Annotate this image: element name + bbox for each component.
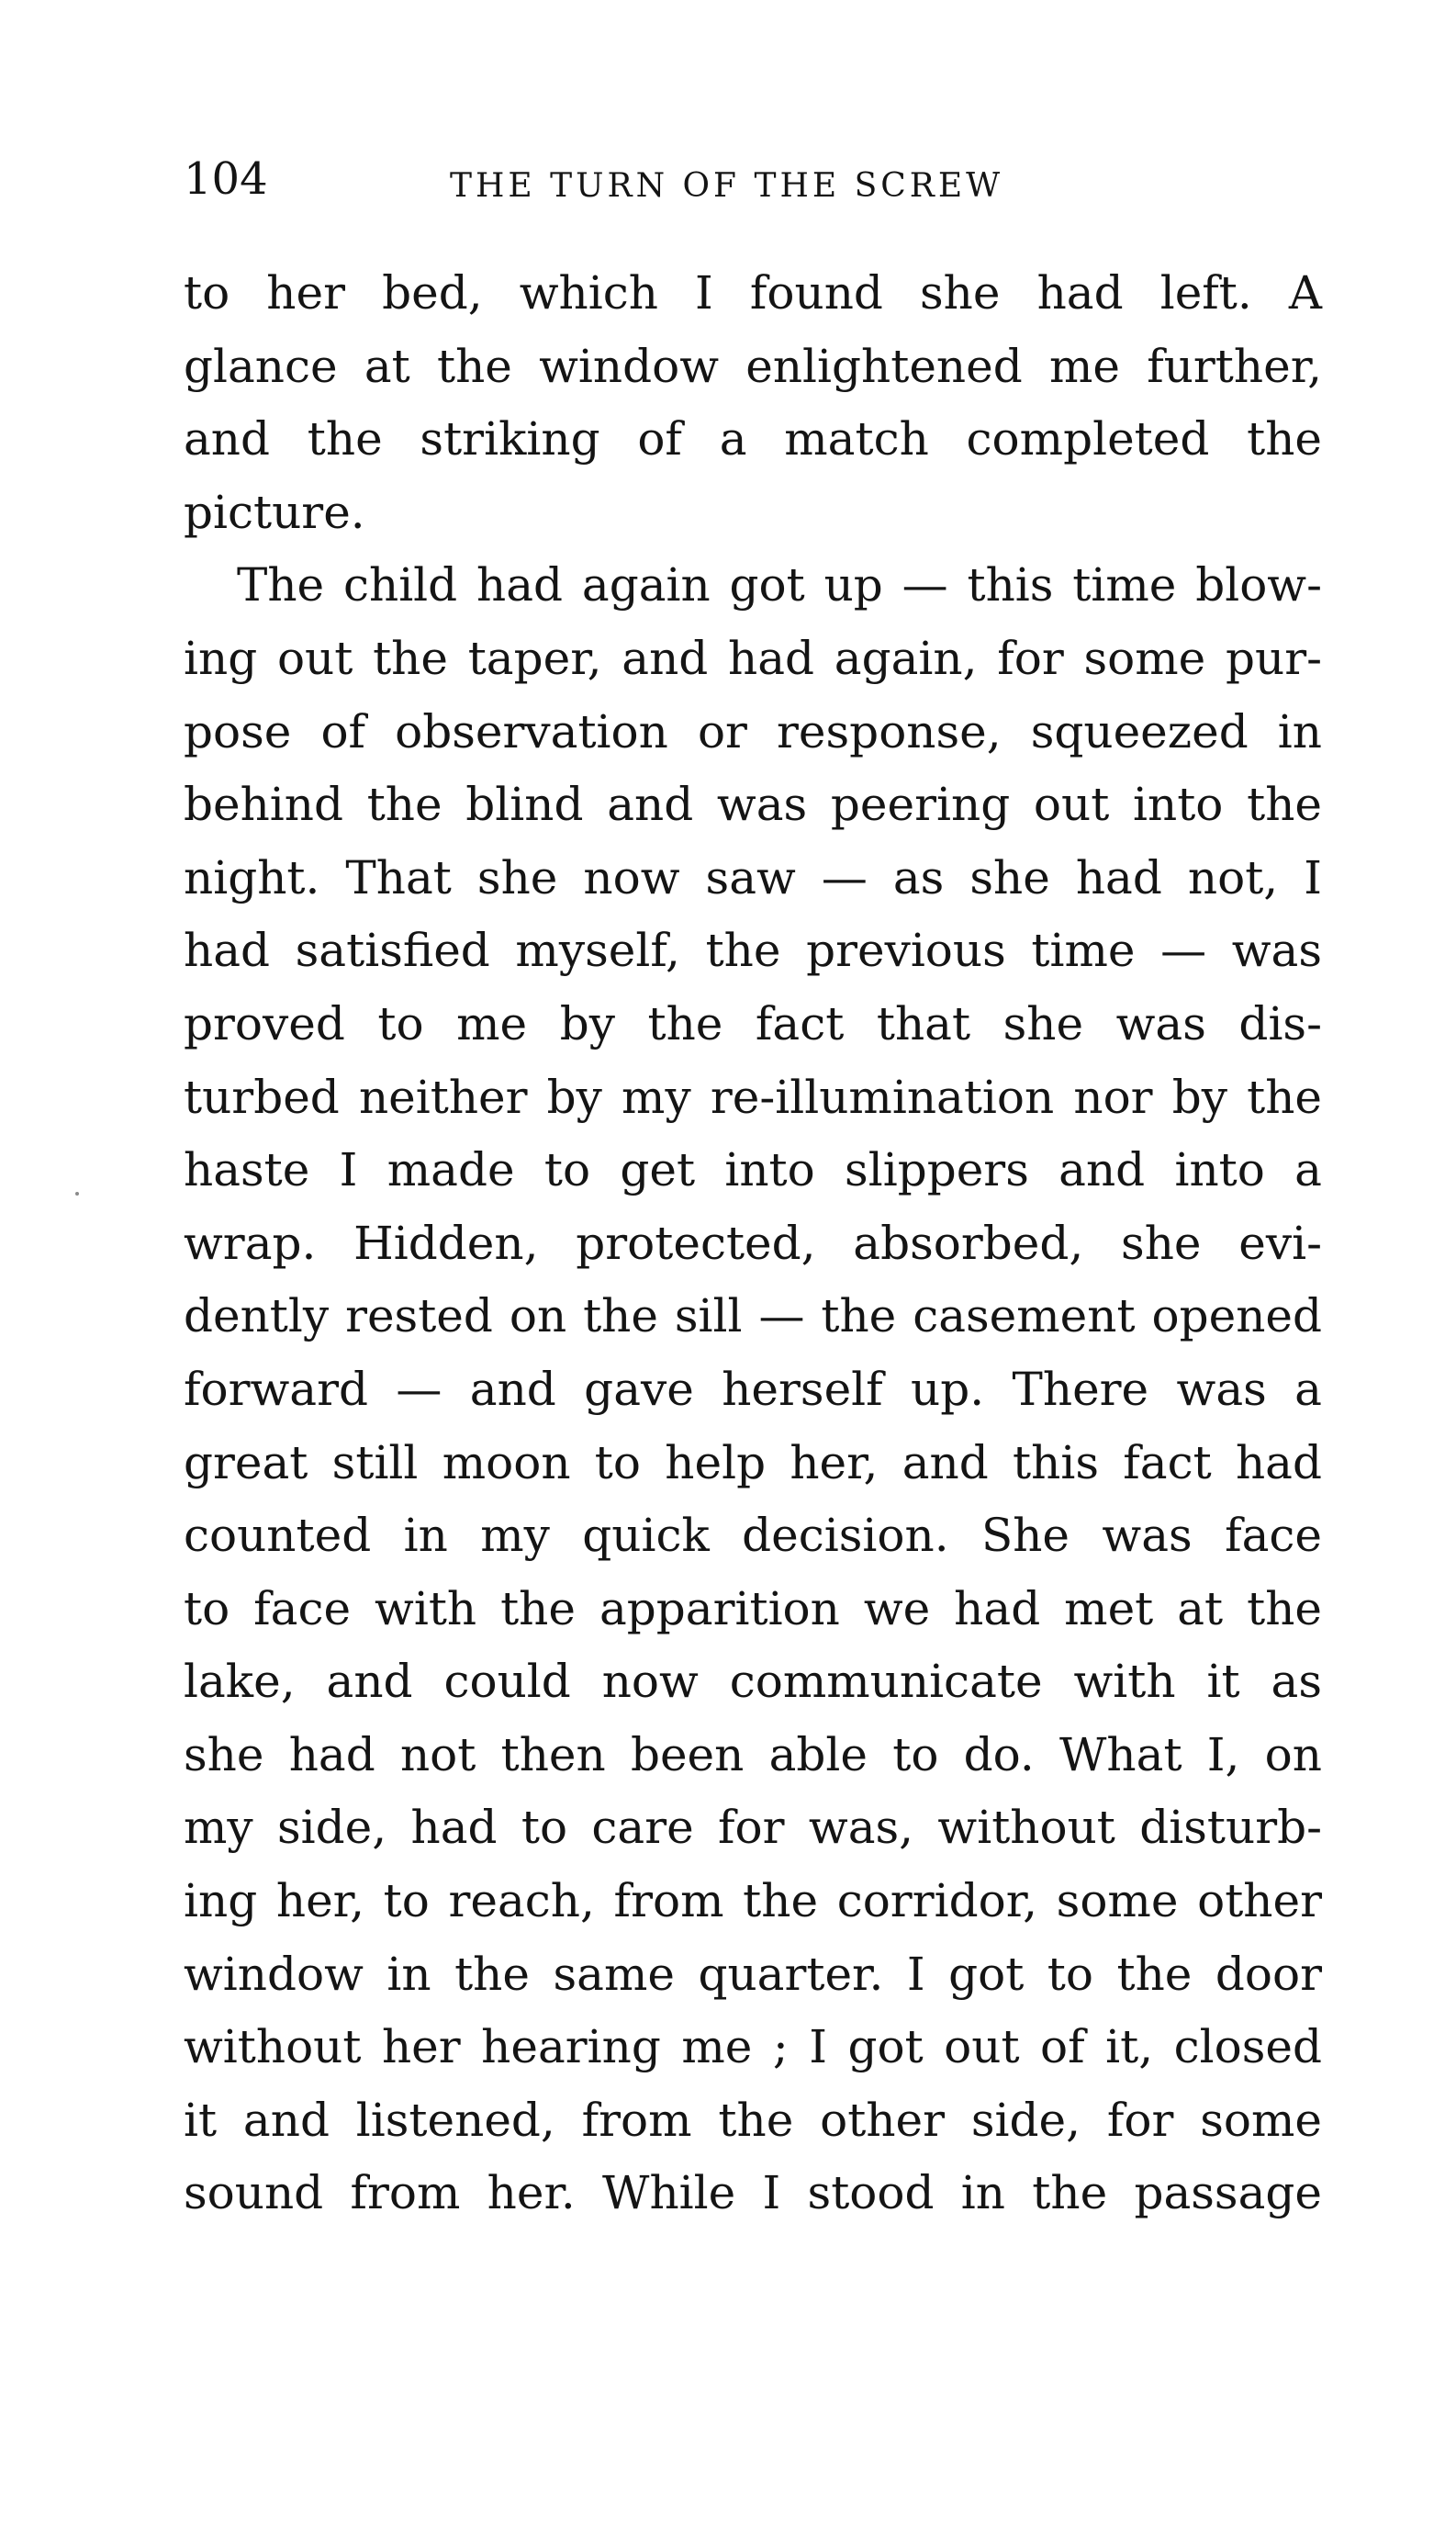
text-line: The child had again got up — this time blow- [237,558,1322,612]
text-line: to face with the apparition we had met at the [184,1581,1322,1635]
text-line: window in the same quarter. I got to the door [184,1947,1322,2001]
page-header [184,147,1322,211]
text-line: forward — and gave herself up. There was a [184,1362,1322,1416]
text-line: my side, had to care for was, without disturb- [184,1801,1322,1855]
text-line: turbed neither by my re-illumination nor by the [184,1070,1322,1124]
text-line: sound from her. While I stood in the passage [184,2166,1322,2220]
text-line: ing her, to reach, from the corridor, some other [184,1874,1322,1928]
margin-speck [75,1192,79,1196]
text-line: lake, and could now communicate with it as [184,1655,1322,1709]
text-line: great still moon to help her, and this fact had [184,1435,1322,1489]
text-line: and the striking of a match completed the [184,412,1322,466]
text-line: it and listened, from the other side, for some [184,2093,1322,2147]
text-line: proved to me by the fact that she was dis- [184,996,1322,1050]
text-line: glance at the window enlightened me further, [184,339,1322,393]
text-line: dently rested on the sill — the casement opened [184,1289,1322,1343]
page-number: 104 [184,153,268,205]
running-title: THE TURN OF THE SCREW [450,167,1004,205]
text-line: wrap. Hidden, protected, absorbed, she evi- [184,1216,1322,1270]
text-line: to her bed, which I found she had left. A [184,266,1322,320]
text-line: had satisfied myself, the previous time — was [184,924,1322,978]
body-text [184,257,1322,2230]
text-line: counted in my quick decision. She was face [184,1509,1322,1563]
text-line: without her hearing me ; I got out of it, closed [184,2020,1322,2074]
text-line: night. That she now saw — as she had not, I [184,850,1322,904]
text-line: ing out the taper, and had again, for some pur- [184,631,1322,685]
text-line: pose of observation or response, squeezed in [184,704,1322,758]
text-line: behind the blind and was peering out into the [184,778,1322,832]
text-line: she had not then been able to do. What I, on [184,1727,1322,1781]
text-line: picture. [184,485,365,539]
text-line: haste I made to get into slippers and into a [184,1143,1322,1197]
